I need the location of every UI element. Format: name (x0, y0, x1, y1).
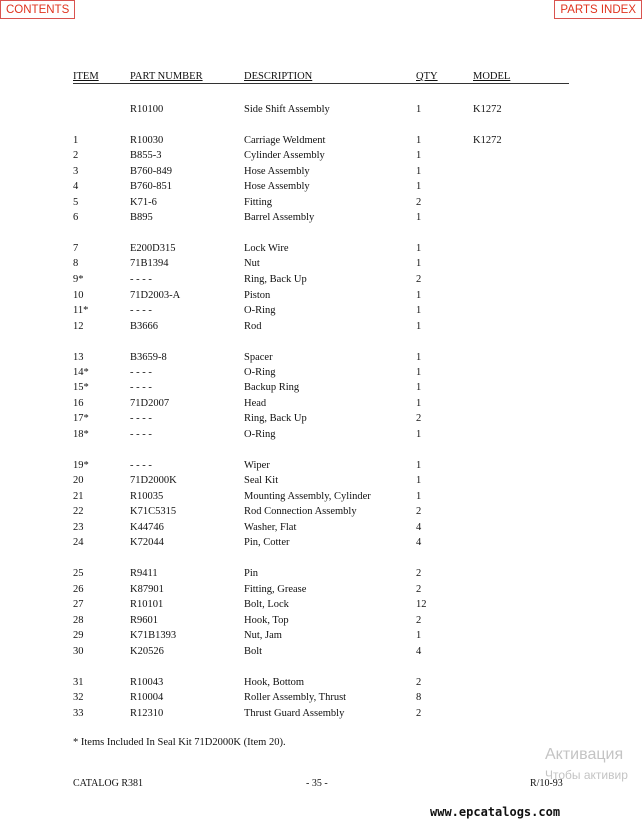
item-number-cell: 3 (73, 166, 79, 177)
item-number-cell: 25 (73, 568, 84, 579)
header-part-number: PART NUMBER (130, 71, 203, 82)
item-number-cell: 15* (73, 382, 89, 393)
description-cell: Nut (244, 258, 260, 269)
description-cell: Carriage Weldment (244, 135, 326, 146)
item-number-cell: 7 (73, 243, 79, 254)
header-model: MODEL (473, 71, 511, 82)
description-cell: Washer, Flat (244, 522, 297, 533)
description-cell: Hook, Top (244, 615, 289, 626)
part-number-cell: B895 (130, 212, 153, 223)
table-row (0, 411, 642, 426)
item-number-cell: 21 (73, 491, 84, 502)
table-row (0, 256, 642, 271)
quantity-cell: 1 (416, 491, 422, 502)
quantity-cell: 1 (416, 166, 422, 177)
item-number-cell: 17* (73, 413, 89, 424)
description-cell: Ring, Back Up (244, 274, 307, 285)
description-cell: Lock Wire (244, 243, 289, 254)
item-number-cell: 11* (73, 305, 89, 316)
part-number-cell: B3666 (130, 321, 159, 332)
table-row (0, 380, 642, 395)
header-description: DESCRIPTION (244, 71, 313, 82)
header-rule (73, 83, 569, 84)
part-number-cell: K71B1393 (130, 630, 177, 641)
table-row (0, 504, 642, 519)
quantity-cell: 1 (416, 290, 422, 301)
table-row (0, 210, 642, 225)
quantity-cell: 1 (416, 382, 422, 393)
description-cell: Bolt, Lock (244, 599, 289, 610)
item-number-cell: 18* (73, 429, 89, 440)
quantity-cell: 1 (416, 367, 422, 378)
table-row (0, 582, 642, 597)
item-number-cell: 13 (73, 352, 84, 363)
description-cell: Spacer (244, 352, 273, 363)
quantity-cell: 1 (416, 475, 422, 486)
part-number-cell: B855-3 (130, 150, 162, 161)
item-number-cell: 16 (73, 398, 84, 409)
quantity-cell: 4 (416, 646, 422, 657)
footer-catalog: CATALOG R381 (73, 778, 144, 789)
site-url[interactable]: www.epcatalogs.com (430, 805, 561, 819)
item-number-cell: 30 (73, 646, 84, 657)
part-number-cell: R9411 (130, 568, 158, 579)
quantity-cell: 1 (416, 305, 422, 316)
table-row (0, 350, 642, 365)
quantity-cell: 2 (416, 677, 422, 688)
item-number-cell: 2 (73, 150, 79, 161)
description-cell: Wiper (244, 460, 270, 471)
item-number-cell: 29 (73, 630, 84, 641)
item-number-cell: 20 (73, 475, 84, 486)
quantity-cell: 1 (416, 258, 422, 269)
part-number-cell: - - - - (130, 367, 152, 378)
quantity-cell: 4 (416, 522, 422, 533)
table-row (0, 427, 642, 442)
item-number-cell: 19* (73, 460, 89, 471)
part-number-cell: R9601 (130, 615, 159, 626)
item-number-cell: 33 (73, 708, 84, 719)
description-cell: Nut, Jam (244, 630, 282, 641)
part-number-cell: B760-851 (130, 181, 172, 192)
part-number-cell: R10101 (130, 599, 164, 610)
description-cell: Rod (244, 321, 262, 332)
part-number-cell: E200D315 (130, 243, 176, 254)
description-cell: Ring, Back Up (244, 413, 307, 424)
header-qty: QTY (416, 71, 438, 82)
quantity-cell: 1 (416, 352, 422, 363)
quantity-cell: 2 (416, 197, 422, 208)
table-row (0, 303, 642, 318)
part-number-cell: K20526 (130, 646, 164, 657)
description-cell: Hose Assembly (244, 181, 310, 192)
part-number-cell: B3659-8 (130, 352, 167, 363)
table-row (0, 288, 642, 303)
model-cell: K1272 (473, 135, 502, 146)
quantity-cell: 2 (416, 708, 422, 719)
part-number-cell: - - - - (130, 460, 152, 471)
table-row (0, 164, 642, 179)
description-cell: Fitting (244, 197, 273, 208)
quantity-cell: 1 (416, 398, 422, 409)
table-row (0, 148, 642, 163)
quantity-cell: 2 (416, 413, 422, 424)
part-number-cell: R12310 (130, 708, 164, 719)
part-number-cell: 71B1394 (130, 258, 169, 269)
table-row (0, 179, 642, 194)
table-row (0, 365, 642, 380)
footer-revision: R/10-93 (530, 778, 563, 789)
table-row (0, 489, 642, 504)
table-row (0, 396, 642, 411)
description-cell: Fitting, Grease (244, 584, 307, 595)
item-number-cell: 12 (73, 321, 84, 332)
item-number-cell: 28 (73, 615, 84, 626)
part-number-cell: 71D2000K (130, 475, 177, 486)
table-row (0, 628, 642, 643)
description-cell: Mounting Assembly, Cylinder (244, 491, 371, 502)
description-cell: Head (244, 398, 267, 409)
part-number-cell: K71-6 (130, 197, 157, 208)
part-number-cell: - - - - (130, 429, 152, 440)
quantity-cell: 1 (416, 630, 422, 641)
item-number-cell: 4 (73, 181, 79, 192)
item-number-cell: 31 (73, 677, 84, 688)
part-number-cell: - - - - (130, 274, 152, 285)
footnote: * Items Included In Seal Kit 71D2000K (Item 20). (73, 737, 286, 748)
description-cell: Backup Ring (244, 382, 300, 393)
quantity-cell: 1 (416, 181, 422, 192)
table-row (0, 566, 642, 581)
quantity-cell: 1 (416, 135, 422, 146)
part-number-cell: 71D2003-A (130, 290, 181, 301)
part-number-cell: R10043 (130, 677, 164, 688)
activation-watermark-text: Чтобы активир (545, 768, 628, 782)
part-number-cell: K44746 (130, 522, 164, 533)
description-cell: Rod Connection Assembly (244, 506, 357, 517)
description-cell: Seal Kit (244, 475, 279, 486)
description-cell: Barrel Assembly (244, 212, 315, 223)
part-number-cell: - - - - (130, 382, 152, 393)
quantity-cell: 4 (416, 537, 422, 548)
parts-index-button[interactable]: PARTS INDEX (554, 0, 642, 19)
table-row (0, 272, 642, 287)
item-number-cell: 24 (73, 537, 84, 548)
item-number-cell: 32 (73, 692, 84, 703)
table-row (0, 133, 642, 148)
description-cell: Bolt (244, 646, 263, 657)
activation-watermark-title: Активация (545, 746, 624, 763)
quantity-cell: 1 (416, 104, 422, 115)
quantity-cell: 1 (416, 460, 422, 471)
table-row (0, 102, 642, 117)
item-number-cell: 27 (73, 599, 84, 610)
table-row (0, 535, 642, 550)
item-number-cell: 6 (73, 212, 79, 223)
table-row (0, 195, 642, 210)
quantity-cell: 2 (416, 568, 422, 579)
table-row (0, 644, 642, 659)
table-row (0, 241, 642, 256)
contents-button[interactable]: CONTENTS (0, 0, 75, 19)
item-number-cell: 10 (73, 290, 84, 301)
description-cell: Thrust Guard Assembly (244, 708, 345, 719)
table-row (0, 613, 642, 628)
item-number-cell: 1 (73, 135, 79, 146)
item-number-cell: 23 (73, 522, 84, 533)
table-row (0, 706, 642, 721)
description-cell: Pin, Cotter (244, 537, 290, 548)
description-cell: O-Ring (244, 367, 276, 378)
table-row (0, 690, 642, 705)
description-cell: Pin (244, 568, 259, 579)
description-cell: Cylinder Assembly (244, 150, 325, 161)
quantity-cell: 2 (416, 274, 422, 285)
quantity-cell: 8 (416, 692, 422, 703)
description-cell: Hose Assembly (244, 166, 310, 177)
footer-page-number: - 35 - (306, 778, 328, 789)
item-number-cell: 14* (73, 367, 89, 378)
table-row (0, 520, 642, 535)
model-cell: K1272 (473, 104, 502, 115)
quantity-cell: 2 (416, 615, 422, 626)
quantity-cell: 1 (416, 212, 422, 223)
item-number-cell: 9* (73, 274, 84, 285)
item-number-cell: 5 (73, 197, 79, 208)
part-number-cell: R10100 (130, 104, 164, 115)
description-cell: O-Ring (244, 305, 276, 316)
quantity-cell: 1 (416, 243, 422, 254)
table-row (0, 675, 642, 690)
description-cell: Piston (244, 290, 271, 301)
part-number-cell: K71C5315 (130, 506, 177, 517)
description-cell: Side Shift Assembly (244, 104, 330, 115)
description-cell: Hook, Bottom (244, 677, 305, 688)
part-number-cell: K87901 (130, 584, 164, 595)
quantity-cell: 12 (416, 599, 427, 610)
part-number-cell: - - - - (130, 305, 152, 316)
header-item: ITEM (73, 71, 99, 82)
quantity-cell: 2 (416, 506, 422, 517)
table-row (0, 319, 642, 334)
part-number-cell: B760-849 (130, 166, 172, 177)
quantity-cell: 1 (416, 321, 422, 332)
part-number-cell: K72044 (130, 537, 164, 548)
quantity-cell: 1 (416, 150, 422, 161)
table-row (0, 458, 642, 473)
part-number-cell: - - - - (130, 413, 152, 424)
item-number-cell: 8 (73, 258, 79, 269)
part-number-cell: 71D2007 (130, 398, 170, 409)
description-cell: O-Ring (244, 429, 276, 440)
description-cell: Roller Assembly, Thrust (244, 692, 347, 703)
table-row (0, 473, 642, 488)
part-number-cell: R10035 (130, 491, 164, 502)
quantity-cell: 2 (416, 584, 422, 595)
table-row (0, 597, 642, 612)
item-number-cell: 26 (73, 584, 84, 595)
item-number-cell: 22 (73, 506, 84, 517)
part-number-cell: R10004 (130, 692, 164, 703)
part-number-cell: R10030 (130, 135, 164, 146)
quantity-cell: 1 (416, 429, 422, 440)
